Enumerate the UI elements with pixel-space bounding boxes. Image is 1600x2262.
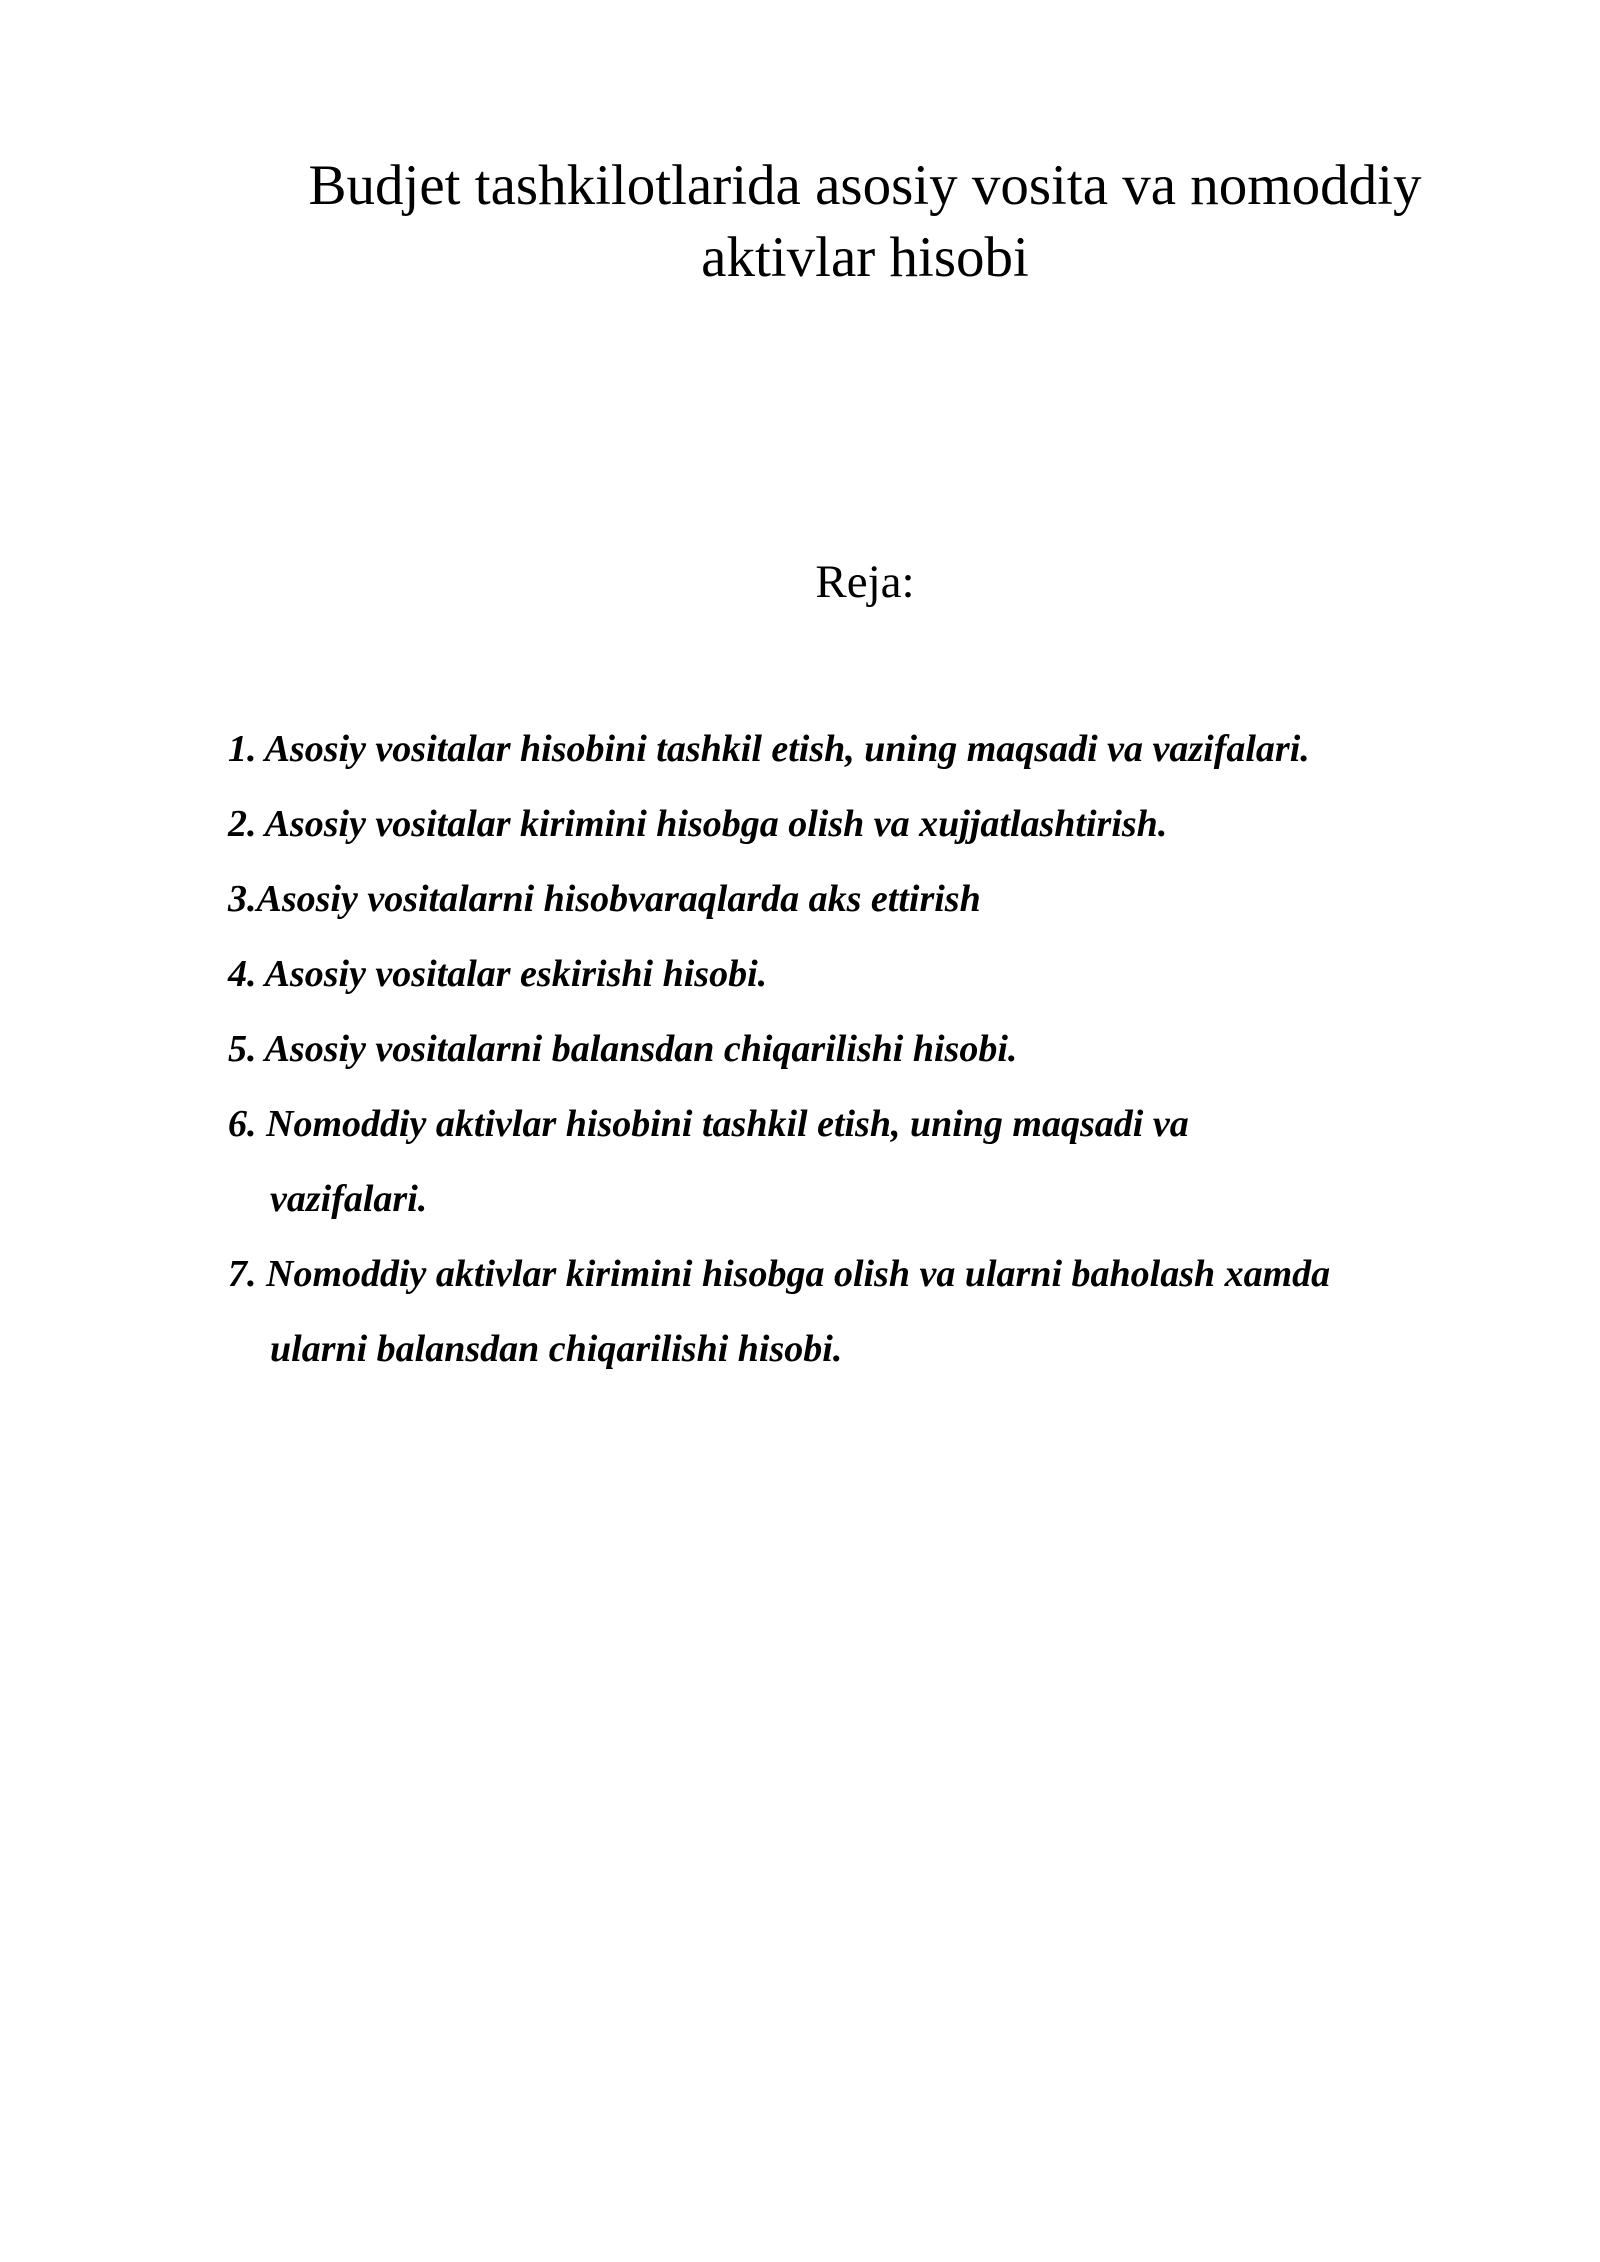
plan-item-text: 7. Nomoddiy aktivlar kirimini hisobga olish va ularni baholash xamda — [228, 1253, 1331, 1295]
plan-item-1 — [228, 712, 1568, 787]
plan-item-4 — [228, 937, 1568, 1012]
plan-item-7 — [228, 1237, 1568, 1387]
plan-item-6 — [228, 1087, 1568, 1237]
plan-item-text-continued: vazifalari. — [270, 1178, 428, 1220]
plan-item-text: 5. Asosiy vositalarni balansdan chiqarilishi hisobi. — [228, 1028, 1018, 1070]
plan-item-text: 6. Nomoddiy aktivlar hisobini tashkil etish, uning maqsadi va — [228, 1103, 1189, 1145]
plan-item-3 — [228, 862, 1568, 937]
plan-heading: Reja: — [815, 556, 915, 608]
plan-list — [228, 712, 1568, 1387]
document-title — [200, 150, 1530, 294]
plan-item-text: 1. Asosiy vositalar hisobini tashkil etish, uning maqsadi va vazifalari. — [228, 728, 1310, 770]
plan-item-text: 2. Asosiy vositalar kirimini hisobga olish va xujjatlashtirish. — [228, 803, 1168, 845]
plan-item-5 — [228, 1012, 1568, 1087]
plan-item-text: 3.Asosiy vositalarni hisobvaraqlarda aks ettirish — [228, 878, 981, 920]
plan-item-2 — [228, 787, 1568, 862]
title-line-1: Budjet tashkilotlarida asosiy vosita va nomoddiy — [308, 154, 1422, 217]
plan-item-text: 4. Asosiy vositalar eskirishi hisobi. — [228, 953, 768, 995]
plan-item-text-continued: ularni balansdan chiqarilishi hisobi. — [270, 1328, 843, 1370]
title-line-2: aktivlar hisobi — [701, 226, 1029, 289]
